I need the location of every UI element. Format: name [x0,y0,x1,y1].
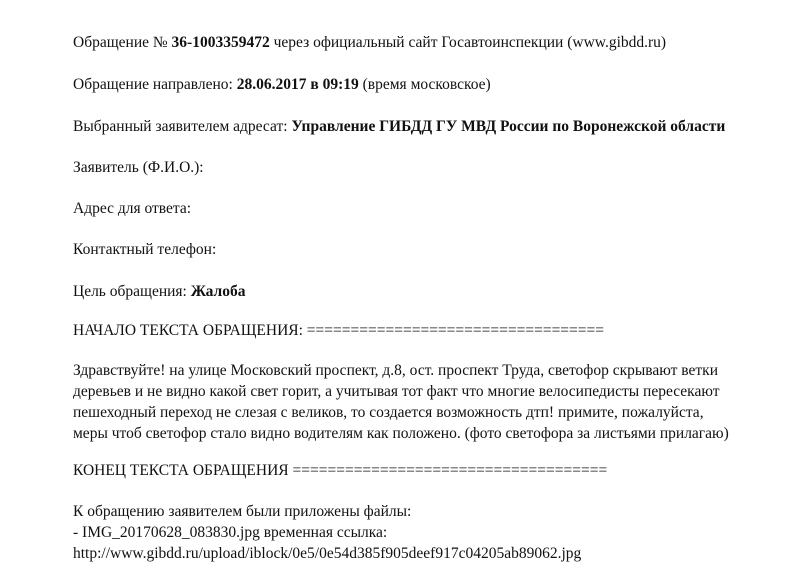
sent-datetime: 28.06.2017 в 09:19 [236,76,359,93]
attachment-file: - IMG_20170628_083830.jpg временная ссылка: [73,524,388,541]
text-start-marker: НАЧАЛО ТЕКСТА ОБРАЩЕНИЯ: ================================== [73,322,605,339]
appeal-body-line: пешеходный переход не слезая с великов, то создается возможность дтп! примите, пожалуйста, [73,404,704,421]
phone-line [73,240,216,260]
purpose-label: Цель обращения: [73,283,191,300]
text-end-marker: КОНЕЦ ТЕКСТА ОБРАЩЕНИЯ ==================================== [73,462,608,479]
addressee-value: Управление ГИБДД ГУ МВД России по Воронежской области [291,118,726,135]
phone-label: Контактный телефон: [73,241,217,258]
sent-prefix: Обращение направлено: [73,76,237,93]
attachments-intro: К обращению заявителем были приложены файлы: [73,503,412,520]
purpose-value: Жалоба [190,283,246,300]
sent-suffix: (время московское) [358,76,491,93]
reply-address-line [73,199,191,219]
attachments-block [73,501,803,564]
applicant-line [73,158,204,178]
appeal-body-line: деревьев и не видно какой свет горит, а учитывая тот факт что многие велосипедисты пересекают [73,383,720,400]
appeal-body-line: Здравствуйте! на улице Московский проспект, д.8, ост. проспект Труда, светофор скрывают ветки [73,362,719,379]
appeal-number-line [73,33,666,53]
addressee-line [73,117,725,137]
appeal-number-prefix: Обращение № [73,34,172,51]
addressee-label: Выбранный заявителем адресат: [73,118,292,135]
purpose-line [73,282,246,302]
appeal-number: 36-1003359472 [171,34,270,51]
sent-datetime-line [73,75,491,95]
appeal-number-suffix: через официальный сайт Госавтоинспекции (www.gibdd.ru) [269,34,667,51]
appeal-body-line: меры чтоб светофор стало видно водителям как положено. (фото светофора за листьями прилагаю) [73,425,729,442]
reply-address-label: Адрес для ответа: [73,200,192,217]
applicant-label: Заявитель (Ф.И.О.): [73,159,204,176]
attachment-url: http://www.gibdd.ru/upload/iblock/0e5/0e54d385f905deef917c04205ab89062.jpg [73,545,582,562]
appeal-body [73,360,803,444]
